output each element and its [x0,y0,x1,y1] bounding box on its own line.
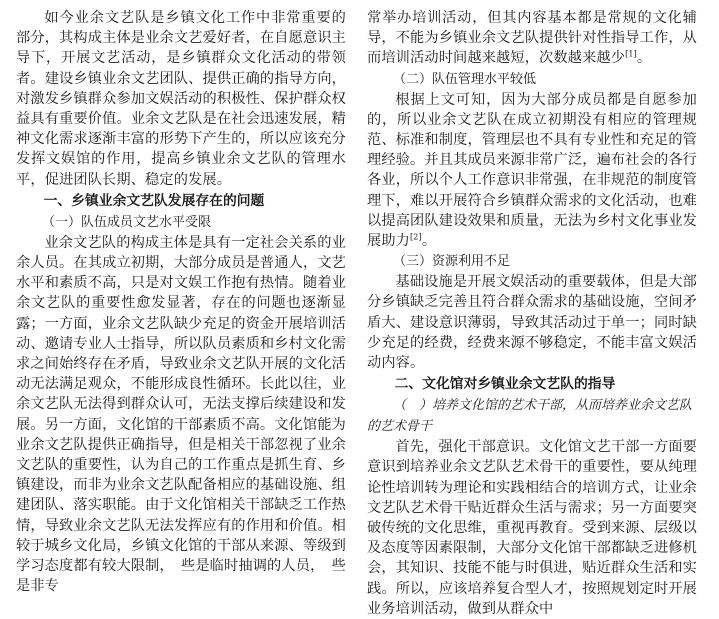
continuation-text: 常举办培训活动，但其内容基本都是常规的文化辅导，不能为乡镇业余文艺队提供针对性指导工作，从而培训活动时间越来越短，次数越来越少 [367,10,697,67]
citation-ref-1: [1] [625,49,637,59]
resources-paragraph: 基础设施是开展文娱活动的重要载体，但是大部分乡镇缺乏完善且符合群众需求的基础设施，空间矛盾大、建设意识薄弱，导致其活动过于单一；同时缺少充足的经费，经费来源不够稳定，不能丰富文娱活动内容。 [367,274,697,372]
intro-paragraph: 如今业余文艺队是乡镇文化工作中非常重要的 部分，其构成主体是业余文艺爱好者，在自愿意识主导下，开展文艺活动，是乡镇群众文化活动的带领者。建设乡镇业余文艺团队、提供正确的指导方向，对激发乡镇群众参加文娱活动的积极性、保护群众权益具有重要价值。业余文艺队是在社会迅速发展，精神文化需求逐渐丰富的形势下产生的，所以应该充分发挥文娱馆的作用，提高乡镇业余文艺队的管理水平，促进团队长期、稳定的发展。 [16,10,361,188]
member-level-paragraph: 业余文艺队的构成主体是具有一定社会关系的业余人员。在其成立初期，大部分成员是普通人，文艺水平和素质不高，只是对文娱工作抱有热情。随着业余文艺队的重要性愈发显著，存在的问题也逐渐显露；一方面，业余文艺队缺少充足的资金开展培训活动、邀请专业人士指导，所以队员素质和乡村文化需求之间始终存在矛盾，导致业余文艺队开展的文化活动无法满足观众，不能形成良性循环。长此以往，业余文艺队无法得到群众认可，无法支撑后续建设和发展。另一方面，文化馆的干部素质不高。文化馆能为业余文艺队提供正确指导，但是相关干部忽视了业余文艺队的重要性，认为自己的工作重点是抓生育、乡镇建设，而非为业余文艺队配备相应的基础设施、组建团队、落实职能。由于文化馆相关干部缺乏工作热情，导致业余文艺队无法发挥应有的作用和价值。相较于城乡文化局，乡镇文化馆的干部从来源、等级到学习态度都有较大限制， 些是临时抽调的人员， 些是非专 [16,234,346,595]
left-column [16,8,361,596]
right-column [367,8,697,619]
section-heading-guidance: 二、文化馆对乡镇业余文艺队的指导 [394,376,616,393]
continuation-paragraph [367,8,697,69]
subsection-heading-resources: （三）资源利用不足 [393,254,511,270]
management-paragraph [367,90,697,252]
continuation-end: 。 [636,50,652,67]
management-end: 。 [421,233,437,250]
subsection-heading-management: （二）队伍管理水平较低 [393,71,537,87]
management-text: 根据上文可知，因为大部分成员都是自愿参加的，所以业余文艺队在成立初期没有相应的管理规范、标准和制度，管理层也不具有专业性和充足的管理经验。并且其成员来源非常广泛，遍布社会的各行各业，所以个人工作意识非常强，在非规范的制度管理下，难以开展符合乡镇群众需求的文化活动，也难以提高团队建设效果和质量，无法为乡村文化事业发展助力 [367,91,697,250]
subsection-heading-member-level: （一）队伍成员文艺水平受限 [42,214,212,230]
citation-ref-2: [2] [410,232,422,242]
subsection-heading-cadres: （ ）培养文化馆的艺术干部，从而培养业余文艺队的艺术骨干 [367,398,693,435]
section-heading-problems: 一、乡镇业余文艺队发展存在的问题 [43,192,265,209]
cadres-paragraph: 首先，强化干部意识。文化馆文艺干部一方面要意识到培养业余文艺队艺术骨干的重要性，要从纯理论性培训转为理论和实践相结合的培训方式，让业余文艺队艺术骨干贴近群众生活与需求；另一方面要突破传统的文化思维，重视再教育。受到来源、层级以及态度等因素限制，大部分文化馆干部都缺乏进修机会，其知识、技能不能与时俱进，贴近群众生活和实践。所以，应该培养复合型人才，按照规划定时开展业务培训活动，做到从群众中 [367,439,697,617]
